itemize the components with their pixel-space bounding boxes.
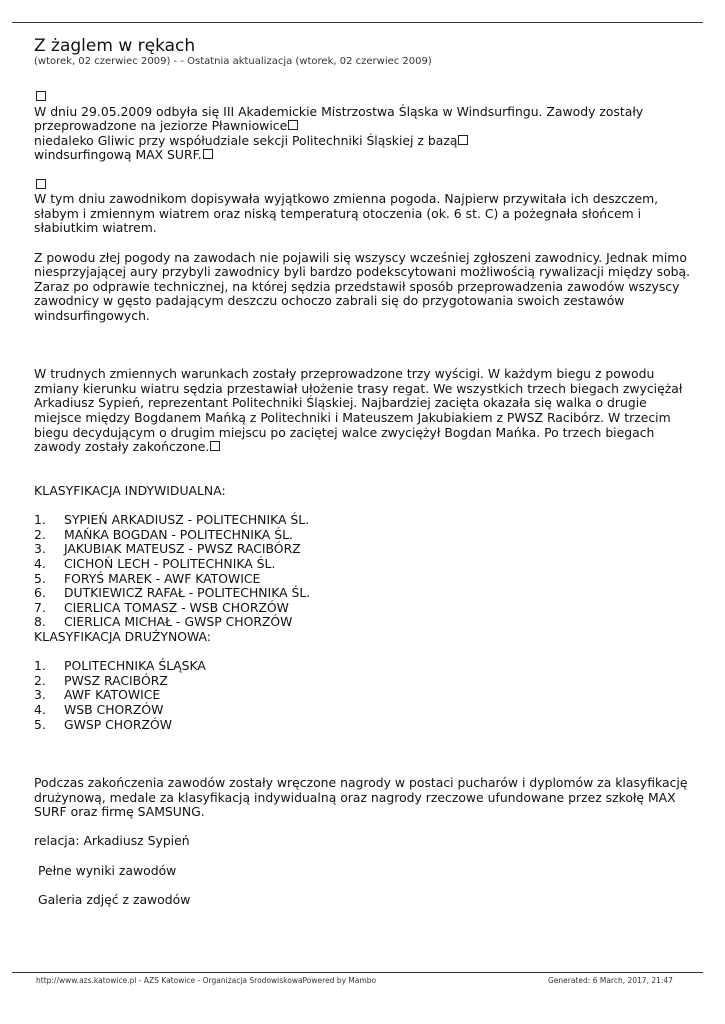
list-item: 4. CICHOŃ LECH - POLITECHNIKA ŚL.	[34, 556, 276, 572]
list-item: 5. GWSP CHORZÓW	[34, 716, 172, 732]
link-photo-gallery[interactable]: Galeria zdjęć z zawodów	[38, 891, 191, 907]
missing-glyph-icon	[288, 120, 298, 130]
list-item: 8. CIERLICA MICHAŁ - GWSP CHORZÓW	[34, 614, 293, 630]
missing-glyph-icon	[203, 149, 213, 159]
list-item: 1. POLITECHNIKA ŚLĄSKA	[34, 658, 206, 674]
article-body	[34, 90, 694, 907]
list-item: 1. SYPIEŃ ARKADIUSZ - POLITECHNIKA ŚL.	[34, 512, 310, 528]
individual-list	[34, 513, 694, 630]
link-full-results[interactable]: Pełne wyniki zawodów	[38, 862, 177, 878]
missing-glyph-icon	[458, 135, 468, 145]
paragraph-4: W trudnych zmiennych warunkach zostały przeprowadzone trzy wyścigi. W każdym biegu z powodu zmiany kierunku wiatru sędzia przestawiał ułożenie trasy regat. We wszystkich trzech biegach zwyciężał Arkadiusz Sypień, reprezentant Politechniki Śląskiej. Najbardziej zacięta okazała się walka o drugie miejsce między Bogdanem Mańką z Politechniki i Mateuszem Jakubiakiem z PWSZ Racibórz. W trzecim biegu decydującym o drugim miejscu po zaciętej walce zwyciężył Bogdan Mańka. Po trzech biegach zawody zostały zakończone.	[34, 366, 683, 455]
list-item: 3. AWF KATOWICE	[34, 687, 161, 703]
placeholder-glyph	[34, 178, 694, 193]
author-credit: relacja: Arkadiusz Sypień	[34, 833, 190, 849]
team-heading: KLASYFIKACJA DRUŻYNOWA:	[34, 628, 211, 644]
list-item: 6. DUTKIEWICZ RAFAŁ - POLITECHNIKA ŚL.	[34, 585, 311, 601]
paragraph-2: W tym dniu zawodnikom dopisywała wyjątkowo zmienna pogoda. Najpierw przywitała ich deszczem, słabym i zmiennym wiatrem oraz niską temperaturą otoczenia (ok. 6 st. C) a pożegnała słońcem i słabiutkim wiatrem.	[34, 191, 659, 236]
paragraph-1: W dniu 29.05.2009 odbyła się III Akademickie Mistrzostwa Śląska w Windsurfingu. Zawody zostały przeprowadzone na jeziorze Pławniowice niedaleko Gliwic przy współudziale sekcji Politechniki Śląskiej z bazą windsurfingową MAX SURF.	[34, 103, 644, 163]
list-item: 2. PWSZ RACIBÓRZ	[34, 672, 168, 688]
footer-rule	[12, 972, 703, 973]
paragraph-3: Z powodu złej pogody na zawodach nie pojawili się wszyscy wcześniej zgłoszeni zawodnicy. Jednak mimo niesprzyjającej aury przybyli zawodnicy byli bardzo podekscytowani możliwością rywalizacji między sobą. Zaraz po odprawie technicznej, na której sędzia przedstawił sposób przeprowadzenia zawodów wszyscy zawodnicy w gęsto padającym deszczu ochoczo zabrali się do przygotowania swoich zestawów windsurfingowych.	[34, 249, 691, 323]
footer-site: http://www.azs.katowice.pl - AZS Katowice - Organizacja SrodowiskowaPowered by Mambo	[36, 976, 377, 985]
list-item: 7. CIERLICA TOMASZ - WSB CHORZÓW	[34, 599, 289, 615]
article-date: (wtorek, 02 czerwiec 2009) - - Ostatnia aktualizacja (wtorek, 02 czerwiec 2009)	[34, 56, 432, 67]
header-rule	[12, 22, 703, 23]
team-list	[34, 659, 694, 732]
missing-glyph-icon	[36, 91, 46, 101]
individual-heading: KLASYFIKACJA INDYWIDUALNA:	[34, 483, 226, 499]
paragraph-5: Podczas zakończenia zawodów zostały wręczone nagrody w postaci pucharów i dyplomów za klasyfikację drużynową, medale za klasyfikacją indywidualną oraz nagrody rzeczowe ufundowane przez szkołę MAX SURF oraz firmę SAMSUNG.	[34, 774, 688, 820]
article-title: Z żaglem w rękach	[34, 36, 196, 56]
placeholder-glyph	[34, 90, 694, 105]
list-item: 5. FORYŚ MAREK - AWF KATOWICE	[34, 570, 261, 586]
missing-glyph-icon	[36, 179, 46, 189]
footer-generated: Generated: 6 March, 2017, 21:47	[548, 976, 673, 985]
list-item: 3. JAKUBIAK MATEUSZ - PWSZ RACIBÓRZ	[34, 541, 301, 557]
list-item: 2. MAŃKA BOGDAN - POLITECHNIKA ŚL.	[34, 526, 293, 542]
missing-glyph-icon	[210, 441, 220, 451]
list-item: 4. WSB CHORZÓW	[34, 701, 164, 717]
